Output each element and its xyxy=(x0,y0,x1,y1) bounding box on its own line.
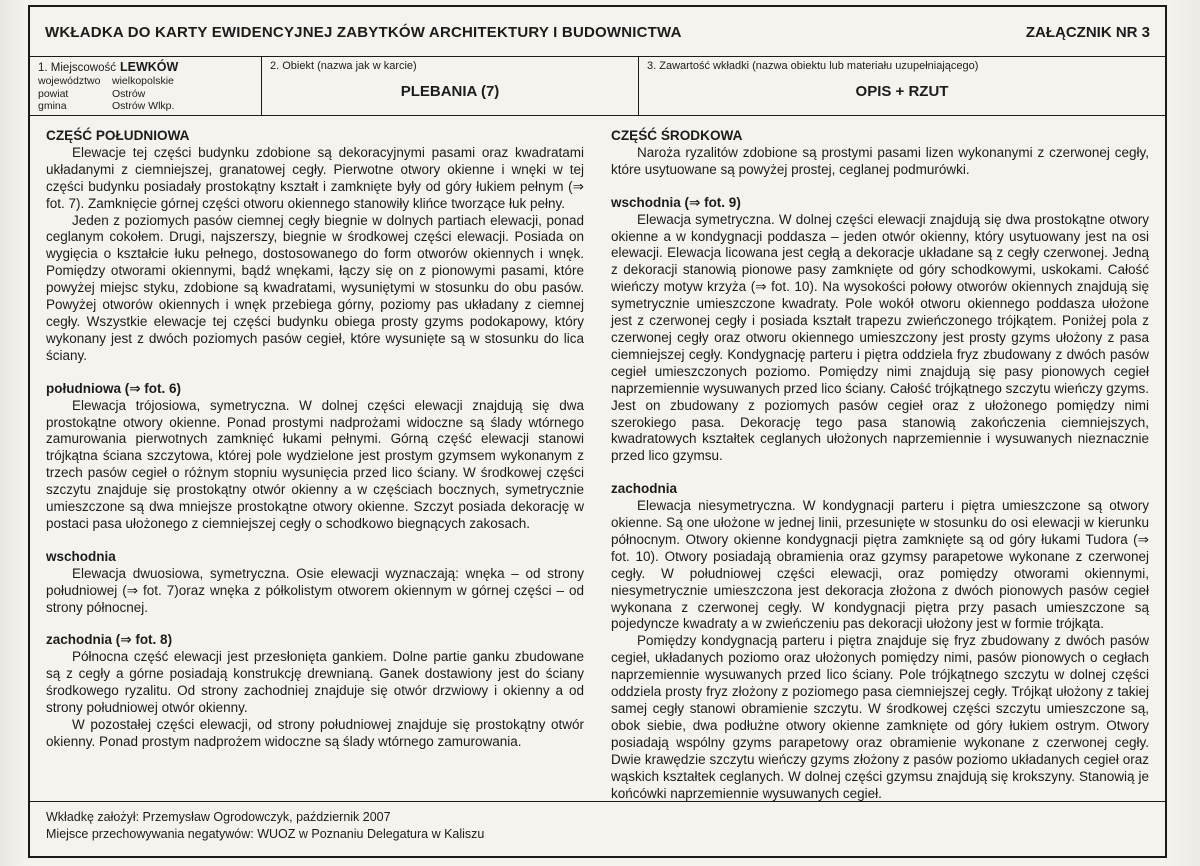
footer-negatives-line: Miejsce przechowywania negatywów: WUOZ w Poznaniu Delegatura w Kaliszu xyxy=(46,826,485,841)
locality-cell xyxy=(30,57,262,115)
document-frame xyxy=(28,5,1167,858)
paragraph: Elewacja symetryczna. W dolnej części elewacji znajdują się dwa prostokątne otwory okienne a w kondygnacji poddasza – jeden otwór okienny, który usytuowany jest na osi elewacji. Elewacja licowana jest cegłą a dekoracje układane są z cegły czerwonej. Jedną z dekoracji stanowią pionowe pasy zamknięte od góry schodkowymi, uskokami. Całość wieńczy motyw krzyża (⇒ fot. 10). Na wysokości połowy otworów okiennych znajdują się symetrycznie umieszczone kwadraty. Pole wokół otworu okiennego poddasza ułożone jest z czerwonej cegły i posiada kształt trapezu zwieńczonego trójkątem. Poniżej pola z czerwonej cegły oraz otworu okiennego umieszczony jest prosty gzyms ułożony z pasa ciemniejszej cegły. Kondygnację parteru i piętra oddziela fryz zbudowany z dwóch pasów cegieł umieszczonych poziomo. Pomiędzy nimi znajdują się pasy pionowych cegieł naprzemiennie wysuwanych przed lico ściany. Całość trójkątnego szczytu wieńczy gzyms. Jest on zbudowany z poziomych pasów cegieł oraz z ułożonego pomiędzy nimi szerokiego pasa. Dekorację tego pasa stanowią zakończenia ciemniejszych, kwadratowych kształtek ceglanych ułożonych naprzemiennie i wysuwanych nieznacznie przed lico gzymsu. xyxy=(611,211,1149,464)
object-cell xyxy=(262,57,639,115)
locality-line xyxy=(38,60,253,75)
right-column xyxy=(611,126,1149,801)
paragraph: W pozostałej części elewacji, od strony południowej znajduje się prostokątny otwór okienny. Ponad prostym nadprożem widoczne są ślady wtórnego zamurowania. xyxy=(46,717,584,749)
document-body xyxy=(30,116,1165,801)
county-row xyxy=(38,88,253,101)
commune-label: gmina xyxy=(38,100,67,113)
voivodeship-label: województwo xyxy=(38,75,101,87)
section-heading-southern-part: CZĘŚĆ POŁUDNIOWA xyxy=(46,128,190,143)
paragraph: Elewacja trójosiowa, symetryczna. W dolnej części elewacji znajdują się dwa prostokątne otwory okienne. Ponad prostymi nadprożami widoczne są ślady wtórnego zamurowania pierwotnych zamknięć łukami pełnymi. Górną część elewacji stanowi trójkątna ściana szczytowa, której pole wydzielone jest prostym gzymsem wykonanym z trzech pasów cegieł o różnym stopniu wysunięcia przed lico ściany. W środkowej części szczytu znajduje się prostokątny otwór okienny a w częściach bocznych, symetrycznie umieszczone są dwa mniejsze prostokątne otwory okienne. Szczyt posiada dekorację w postaci pasa ułożonego z ciemniejszej cegły o schodkowo biegnących zakosach. xyxy=(46,397,584,531)
paragraph: Północna część elewacji jest przesłonięta gankiem. Dolne partie ganku zbudowane są z cegły a górne posiadają konstrukcję drewnianą. Ganek dostawiony jest do ściany środkowego ryzalitu. Od strony zachodniej znajduje się otwór drzwiowy i okienny a od strony południowej otwór okienny. xyxy=(46,649,584,716)
county-label: powiat xyxy=(38,87,69,100)
info-table xyxy=(30,57,1165,116)
voivodeship-value: wielkopolskie xyxy=(112,75,174,87)
attachment-number-label: ZAŁĄCZNIK NR 3 xyxy=(1025,24,1150,41)
section-heading-middle-part: CZĘŚĆ ŚRODKOWA xyxy=(611,128,743,143)
object-value: PLEBANIA (7) xyxy=(400,83,500,100)
locality-label: 1. Miejscowość xyxy=(38,62,116,74)
subsection-heading-east-elevation: wschodnia xyxy=(46,548,116,564)
paragraph: Elewacja niesymetryczna. W kondygnacji parteru i piętra umieszczone są otwory okienne. Są one ułożone w jednej linii, przesunięte w stosunku do osi elewacji w kierunku północnym. Otwory okienne kondygnacji piętra zamknięte są od góry łukami Tudora (⇒ fot. 10). Otwory posiadają obramienia oraz gzymsy parapetowe wykonane z czerwonej cegły. W południowej części elewacji, oraz pomiędzy otworami okiennymi, niesymetrycznie umieszczona jest dekoracja złożona z dwóch pionowych pasów cegieł wykonana z czerwonej cegły. W kondygnacji piętra przy pasach umieszczone są pojedyncze kwadraty a w zwieńczeniu pas dekoracji ułożony jest w formie trójkąta. xyxy=(611,498,1149,632)
contents-cell xyxy=(639,57,1165,115)
document-footer xyxy=(30,801,1165,856)
paragraph: Elewacja dwuosiowa, symetryczna. Osie elewacji wyznaczają: wnęka – od strony południowej (⇒ fot. 7)oraz wnęka z półkolistym otworem okiennym w górnej części – od strony północnej. xyxy=(46,565,584,615)
subsection-heading-south-elevation: południowa (⇒ fot. 6) xyxy=(46,380,182,396)
left-column xyxy=(46,126,584,801)
voivodeship-row xyxy=(38,75,253,88)
subsection-heading-west-elevation: zachodnia xyxy=(611,481,678,497)
contents-label: 3. Zawartość wkładki (nazwa obiektu lub materiału uzupełniającego) xyxy=(647,60,979,72)
paragraph: Jeden z poziomych pasów ciemnej cegły biegnie w dolnych partiach elewacji, ponad ceglanym cokołem. Drugi, najszerszy, biegnie w środkowej części elewacji. Posiada on wygięcia o kształcie łuku pełnego, dostosowanego do form otworów okiennych i wnęk. Pomiędzy otworami okiennymi, bądź wnękami, łączy się on z pionowymi pasami, które powyżej miejsc styku, zdobione są kwadratami, wysuniętymi w stosunku do obu pasów. Powyżej otworów okiennych i wnęk przebiega górny, poziomy pas układany z ciemnej cegły. Wszystkie elewacje tej części budynku obiega prosty gzyms podokapowy, który wykonany jest z dwóch poziomych pasów cegieł, które wysunięte są w stosunku do lica ściany. xyxy=(46,212,584,363)
county-value: Ostrów xyxy=(112,87,146,100)
document-header xyxy=(30,7,1165,57)
object-label: 2. Obiekt (nazwa jak w karcie) xyxy=(270,60,417,72)
paragraph: Naroża ryzalitów zdobione są prostymi pasami lizen wykonanymi z czerwonej cegły, które usytuowane są powyżej prostej, ceglanej podmurówki. xyxy=(611,144,1149,177)
subsection-heading-west-elevation: zachodnia (⇒ fot. 8) xyxy=(46,632,173,648)
commune-row xyxy=(38,100,253,113)
paragraph: Pomiędzy kondygnacją parteru i piętra znajduje się fryz zbudowany z dwóch pasów cegieł, układanych poziomo oraz ułożonych pomiędzy nimi, pasów pionowych o cegłach naprzemiennie wysuwanych przed lico ściany. Pole trójkątnego szczytu w dolnej części oddziela prosty fryz złożony z poziomego pasa ciemniejszej cegły. Trójkąt ułożony z takiej samej cegły stanowi obramienie szczytu. W środkowej części szczytu umieszczone są, obok siebie, dwa podłużne otwory okienne zamknięte od góry łukiem ostrym. Otwory posiadają wspólny gzyms parapetowy oraz obramienie wykonane z czerwonej cegły. Dwie krawędzie szczytu wieńczy gzyms złożony z pasów poziomo układanych cegieł oraz wąskich kształtek ceglanych. W dolnej części gzymsu znajdują się krokszyny. Stanowią je końcówki naprzemiennie wysuwanych cegieł. xyxy=(611,633,1149,801)
locality-value: LEWKÓW xyxy=(119,60,179,74)
contents-value: OPIS + RZUT xyxy=(855,83,949,100)
paragraph: Elewacje tej części budynku zdobione są dekoracyjnymi pasami oraz kwadratami układanymi z ciemniejszej, granatowej cegły. Pierwotne otwory okienne i wnęki w tej części budynku posiadały prostokątny kształt i zamknięte były od góry łukiem pełnym (⇒ fot. 7). Zamknięcie górnej części otworu okiennego stanowiły klińce tworzące łuk pełny. xyxy=(46,144,584,211)
document-title: WKŁADKA DO KARTY EWIDENCYJNEJ ZABYTKÓW ARCHITEKTURY I BUDOWNICTWA xyxy=(45,24,682,41)
commune-value: Ostrów Wlkp. xyxy=(112,100,175,113)
subsection-heading-east-elevation: wschodnia (⇒ fot. 9) xyxy=(611,194,741,210)
footer-author-line: Wkładkę założył: Przemysław Ogrodowczyk, październik 2007 xyxy=(46,810,391,824)
